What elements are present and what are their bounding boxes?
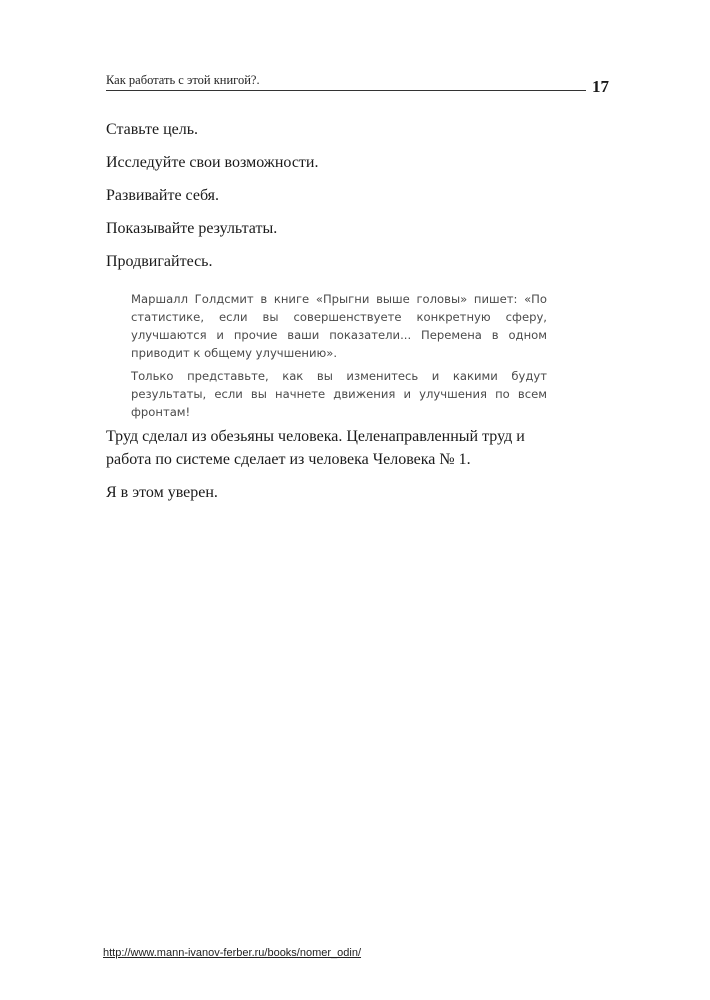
running-header [106,72,586,91]
body-text [106,425,556,514]
header-title: Как работать с этой книгой?. [106,73,260,87]
note-quote: Маршалл Голдсмит в книге «Прыгни выше головы» пишет: «По статистике, если вы совершенствуете конкретную сферу, улучшаются и прочие ваши показатели... Перемена в одном приводит к общему улучшению». [131,292,547,360]
directive-item: Развивайте себя. [106,187,220,204]
body-paragraph-2: Я в этом уверен. [106,484,218,501]
directives-list [106,120,566,285]
quote-note-block [131,290,547,426]
directive-item: Продвигайтесь. [106,253,213,270]
directive-item: Ставьте цель. [106,121,199,138]
footer-url-link[interactable]: http://www.mann-ivanov-ferber.ru/books/nomer_odin/ [103,947,362,959]
directive-item: Показывайте результаты. [106,220,278,237]
note-comment: Только представьте, как вы изменитесь и какими будут результаты, если вы начнете движения и улучшения по всем фронтам! [131,369,547,419]
body-paragraph-1: Труд сделал из обезьяны человека. Целенаправленный труд и работа по системе сделает из человека Человека № 1. [106,428,525,468]
directive-item: Исследуйте свои возможности. [106,154,319,171]
page-number: 17 [592,77,609,96]
